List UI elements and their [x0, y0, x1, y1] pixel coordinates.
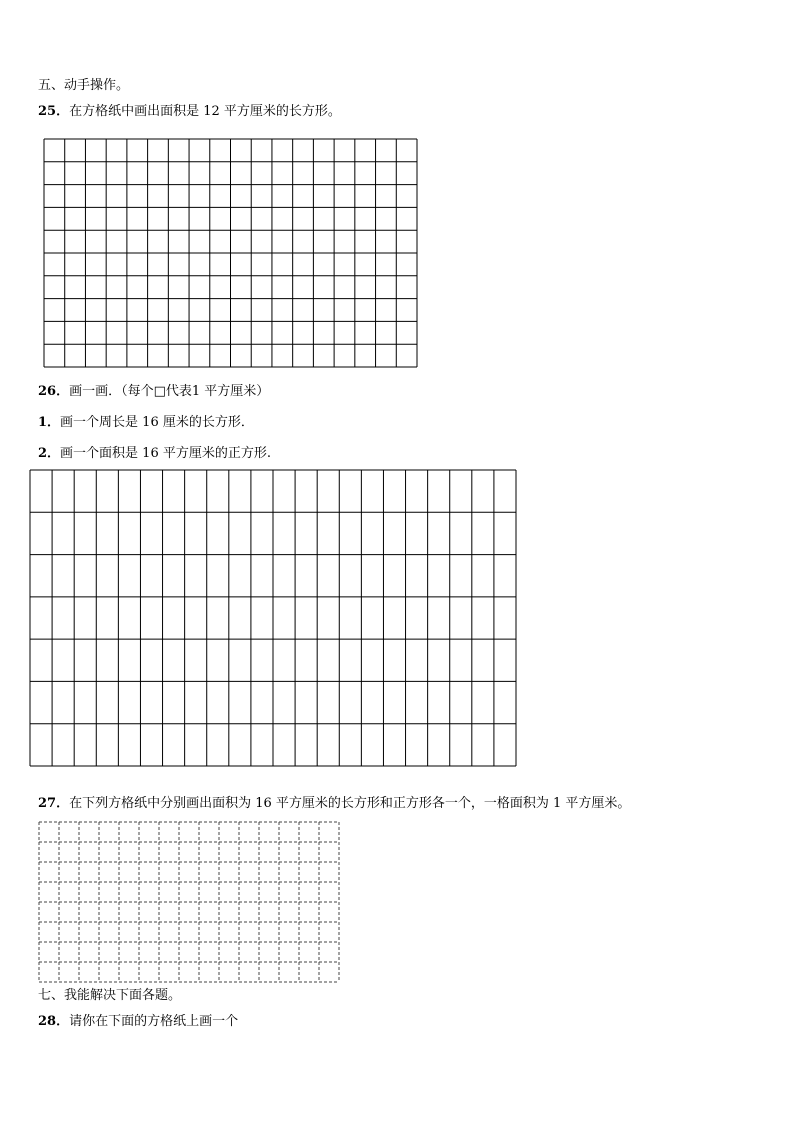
question-27-number: 27． — [38, 796, 70, 811]
question-28-number: 28． — [38, 1014, 70, 1029]
question-28-text: 请你在下面的方格纸上画一个 — [69, 1014, 239, 1029]
grid-paper-q25[interactable] — [43, 138, 418, 368]
question-26-item-2-text: 画一个面积是 16 平方厘米的正方形. — [60, 446, 271, 461]
question-26-item-2-number: 2． — [38, 446, 61, 461]
question-27-text: 在下列方格纸中分别画出面积为 16 平方厘米的长方形和正方形各一个，一格面积为 1 平方厘米。 — [69, 796, 631, 811]
question-25-text: 在方格纸中画出面积是 12 平方厘米的长方形。 — [69, 104, 341, 119]
section-seven-heading — [38, 988, 181, 1004]
question-27 — [38, 796, 630, 812]
question-26-item-1-text: 画一个周长是 16 厘米的长方形． — [60, 415, 254, 430]
question-26-item-2 — [38, 446, 271, 462]
section-seven-heading-text: 七、我能解决下面各题。 — [38, 988, 182, 1003]
question-26 — [38, 384, 269, 400]
section-five-heading — [38, 78, 129, 94]
question-26-item-1-number: 1． — [38, 415, 61, 430]
question-26-number: 26． — [38, 384, 70, 399]
grid-paper-q26[interactable] — [29, 469, 517, 767]
question-25-number: 25． — [38, 104, 70, 119]
grid-paper-q27[interactable] — [38, 821, 340, 983]
question-25 — [38, 104, 341, 120]
question-26-text: 画一画．（每个□代表1 平方厘米） — [69, 384, 270, 399]
section-five-heading-text: 五、动手操作。 — [38, 78, 130, 93]
question-26-item-1 — [38, 415, 254, 431]
question-28 — [38, 1014, 238, 1030]
